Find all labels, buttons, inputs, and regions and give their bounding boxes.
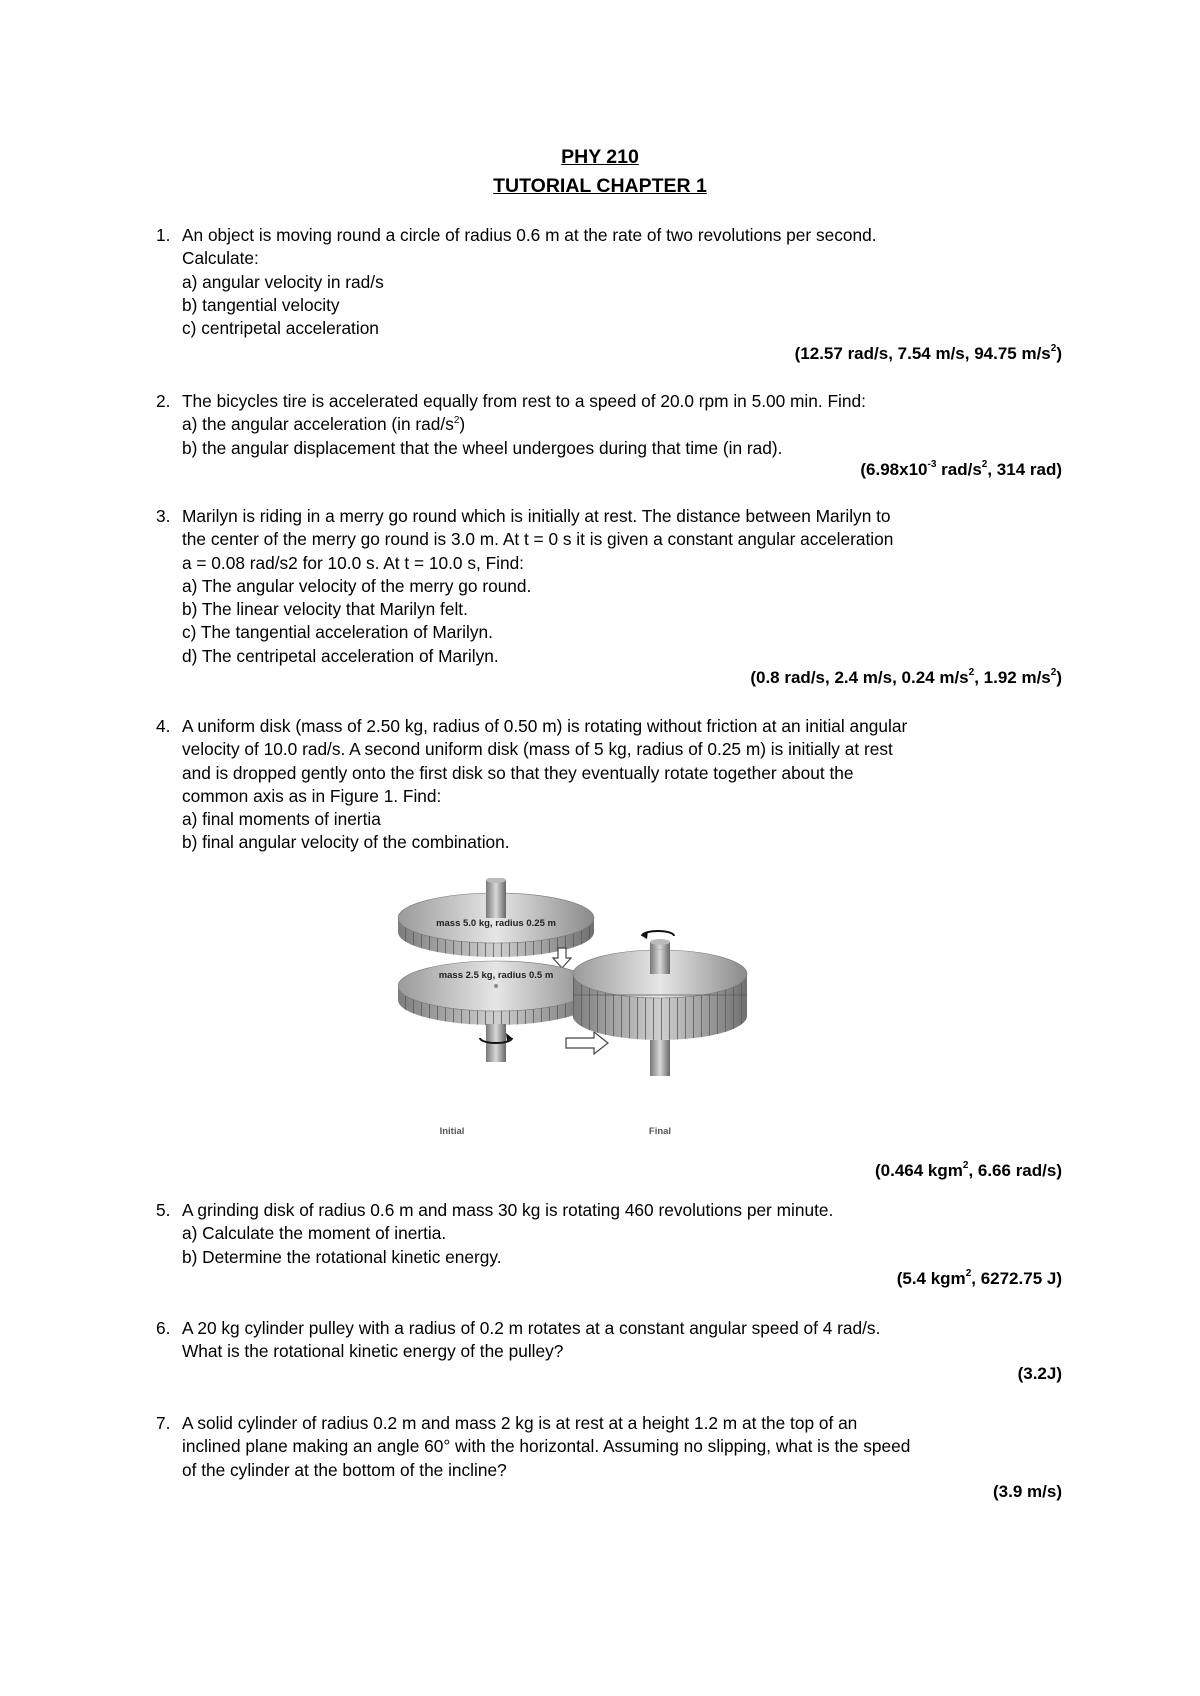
sub-question: c) The tangential acceleration of Marilyn. bbox=[182, 622, 493, 643]
sub-question: b) The linear velocity that Marilyn felt. bbox=[182, 599, 468, 620]
answer-5: (5.4 kgm$^2$, 6272.75 J) bbox=[896, 1268, 1062, 1288]
sub-question: b) Determine the rotational kinetic energy. bbox=[182, 1246, 502, 1267]
sub-question: d) The centripetal acceleration of Marilyn. bbox=[182, 645, 499, 666]
question-2 bbox=[156, 390, 1062, 460]
question-number: 2. bbox=[156, 391, 171, 411]
sub-question: b) the angular displacement that the wheel undergoes during that time (in rad). bbox=[182, 437, 783, 458]
sub-question: a) Calculate the moment of inertia. bbox=[182, 1223, 447, 1244]
question-number: 4. bbox=[156, 716, 171, 736]
question-text: An object is moving round a circle of radius 0.6 m at the rate of two revolutions per second. bbox=[182, 225, 877, 245]
answer-4: (0.464 kgm$^2$, 6.66 rad/s) bbox=[874, 1160, 1062, 1180]
final-label: Final bbox=[648, 1126, 672, 1136]
question-text: The bicycles tire is accelerated equally from rest to a speed of 20.0 rpm in 5.00 min. Find: bbox=[182, 391, 866, 411]
question-number: 5. bbox=[156, 1200, 171, 1220]
question-text: of the cylinder at the bottom of the incline? bbox=[182, 1459, 507, 1480]
question-1 bbox=[156, 224, 1062, 340]
top-disk-label: mass 5.0 kg, radius 0.25 m bbox=[436, 918, 556, 929]
question-number: 3. bbox=[156, 506, 171, 526]
answer-1: (12.57 rad/s, 7.54 m/s, 94.75 $m/s^2$) bbox=[794, 343, 1062, 363]
sub-question: a) angular velocity in rad/s bbox=[182, 271, 384, 292]
sub-question: a) final moments of inertia bbox=[182, 809, 381, 830]
initial-label: Initial bbox=[439, 1126, 465, 1136]
question-number: 1. bbox=[156, 225, 171, 245]
final-axle-bottom bbox=[650, 1040, 670, 1076]
question-number: 7. bbox=[156, 1413, 171, 1433]
answer-3: (0.8 rad/s, 2.4 m/s, 0.24 $m/s^2$, 1.92 $m/s^2$) bbox=[750, 667, 1062, 687]
question-7 bbox=[156, 1412, 1062, 1482]
question-text: A grinding disk of radius 0.6 m and mass 30 kg is rotating 460 revolutions per minute. bbox=[182, 1200, 834, 1220]
question-text: A 20 kg cylinder pulley with a radius of 0.2 m rotates at a constant angular speed of 4 rad/s. bbox=[182, 1318, 881, 1338]
sub-question: a) the angular acceleration (in rad/$s^2$) bbox=[182, 414, 466, 435]
course-code: PHY 210 bbox=[561, 146, 639, 168]
page-title: TUTORIAL CHAPTER 1 bbox=[493, 175, 707, 197]
question-text: and is dropped gently onto the first disk so that they eventually rotate together about the bbox=[182, 762, 854, 783]
question-text: A uniform disk (mass of 2.50 kg, radius of 0.50 m) is rotating without friction at an initial angular bbox=[182, 716, 908, 736]
figure-1-disks bbox=[398, 878, 748, 1136]
question-3 bbox=[156, 505, 1062, 668]
sub-question: b) final angular velocity of the combination. bbox=[182, 832, 510, 853]
bottom-disk-label: mass 2.5 kg, radius 0.5 m bbox=[438, 970, 554, 981]
question-4 bbox=[156, 715, 1062, 855]
question-text: the center of the merry go round is 3.0 m. At t = 0 s it is given a constant angular acceleration bbox=[182, 529, 894, 550]
sub-question: c) centripetal acceleration bbox=[182, 318, 379, 339]
question-text: Marilyn is riding in a merry go round which is initially at rest. The distance between Marilyn to bbox=[182, 506, 891, 526]
question-text: What is the rotational kinetic energy of the pulley? bbox=[182, 1341, 564, 1362]
question-6 bbox=[156, 1317, 1062, 1364]
question-text: common axis as in Figure 1. Find: bbox=[182, 785, 442, 806]
question-text: velocity of 10.0 rad/s. A second uniform disk (mass of 5 kg, radius of 0.25 m) is initially at rest bbox=[182, 739, 893, 760]
question-text: A solid cylinder of radius 0.2 m and mass 2 kg is at rest at a height 1.2 m at the top of an bbox=[182, 1413, 858, 1433]
question-5 bbox=[156, 1199, 1062, 1269]
answer-6: (3.2J) bbox=[1017, 1364, 1062, 1383]
sub-question: a) The angular velocity of the merry go round. bbox=[182, 575, 532, 596]
sub-question: b) tangential velocity bbox=[182, 294, 340, 315]
question-text: a = 0.08 rad/s2 for 10.0 s. At t = 10.0 s, Find: bbox=[182, 552, 524, 573]
answer-2: ($6.98x10^{-3}$ rad/$s^2$, 314 rad) bbox=[860, 459, 1062, 479]
question-text: inclined plane making an angle 60° with the horizontal. Assuming no slipping, what is the speed bbox=[182, 1436, 911, 1457]
answer-7: (3.9 m/s) bbox=[993, 1482, 1062, 1501]
question-number: 6. bbox=[156, 1318, 171, 1338]
question-text: Calculate: bbox=[182, 248, 259, 269]
right-arrow-icon bbox=[566, 1032, 608, 1054]
